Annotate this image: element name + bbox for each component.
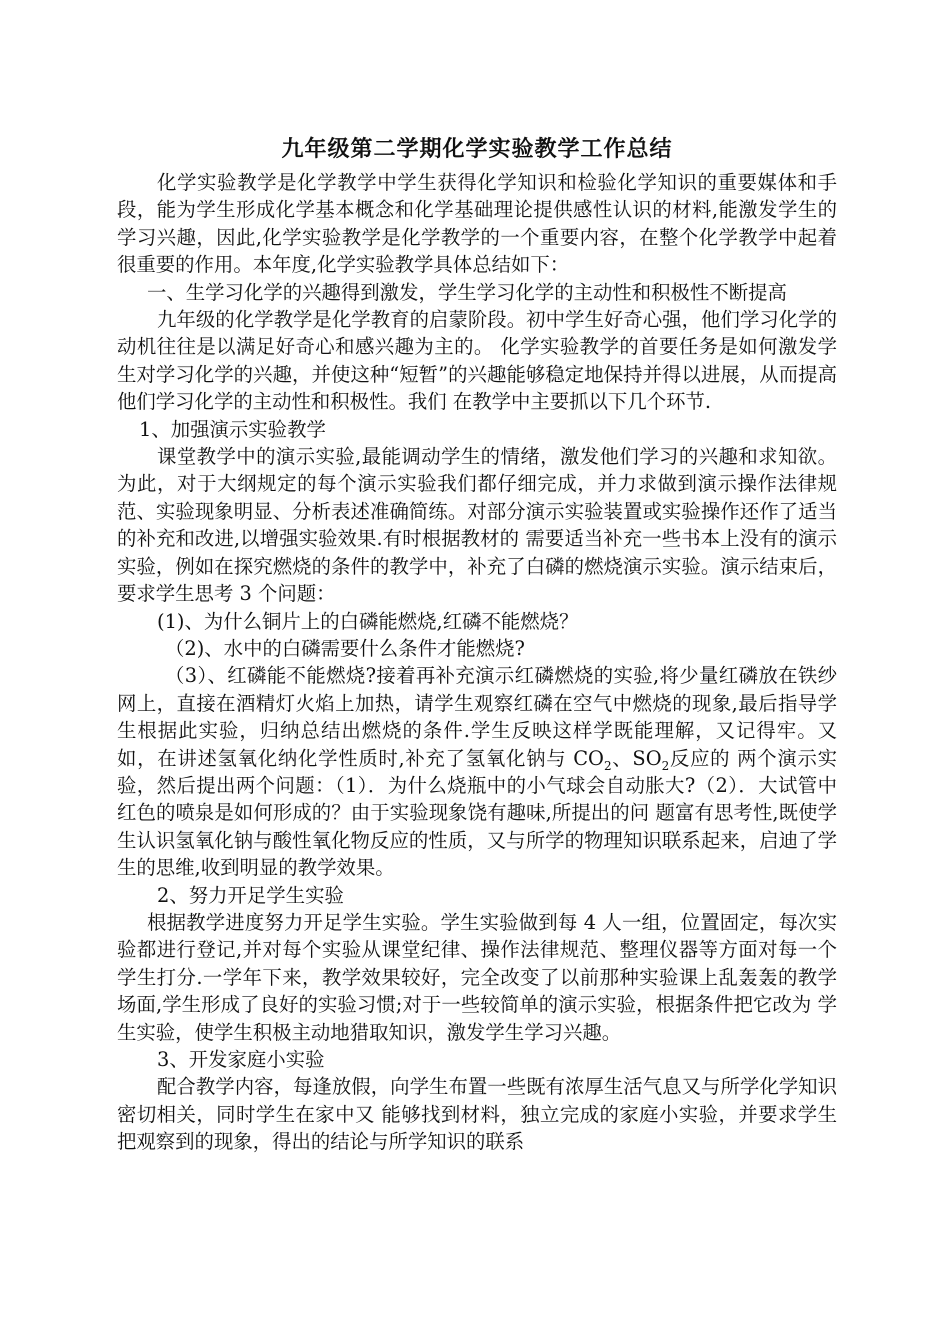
home-paragraph: 配合教学内容，每逢放假，向学生布置一些既有浓厚生活气息又与所学化学知识密切相关，同时学生在家中又 能够找到材料，独立完成的家庭小实验，并要求学生把观察到的现象，得出的结论与所学知识的联系 [117,1075,837,1154]
intro-paragraph: 化学实验教学是化学教学中学生获得化学知识和检验化学知识的重要媒体和手段，能为学生形成化学基本概念和化学基础理论提供感性认识的材料,能激发学生的学习兴趣，因此,化学实验教学是化学教学的一个重要内容，在整个化学教学中起着很重要的作用。本年度,化学实验教学具体总结如下： [117,171,837,277]
student-paragraph: 根据教学进度努力开足学生实验。学生实验做到每 4 人一组，位置固定，每次实验都进行登记,并对每个实验从课堂纪律、操作法律规范、整理仪器等方面对每一个学生打分.一学年下来，教学效果较好，完全改变了以前那种实验课上乱轰轰的教学场面,学生形成了良好的实验习惯;对于一些较简单的演示实验，根据条件把它改为 学生实验，使学生积极主动地猎取知识，激发学生学习兴趣。 [117,910,837,1044]
document-page [117,134,837,1156]
section-heading-1: 一、生学习化学的兴趣得到激发，学生学习化学的主动性和积极性不断提高 [147,280,787,304]
interest-paragraph: 九年级的化学教学是化学教育的启蒙阶段。初中学生好奇心强，他们学习化学的动机往往是以满足好奇心和感兴趣为主的。 化学实验教学的首要任务是如何激发学生对学习化学的兴趣，并使这种“短暂”的兴趣能够稳定地保持并得以进展，从而提高他们学习化学的主动性和积极性。我们 在教学中主要抓以下几个环节. [117,308,837,414]
subheading-demo: 1、加强演示实验教学 [139,417,326,441]
q3-text-a: （3）、红磷能不能燃烧?接着再补充演示红磷燃烧的实验,将少量红磷放在铁纱网上，直接在酒精灯火焰上加热，请学生观察红磷在空气中燃烧的现象,最后指导学生根据此实验，归纳总结出燃烧的条件.学生反映这样学既能理解，又记得牢。又如，在讲述氢氧化纳化学性质时,补充了氢氧化钠与 CO [117,664,837,770]
question-1: (1)、为什么铜片上的白磷能燃烧,红磷不能燃烧？ [157,609,579,633]
demo-paragraph: 课堂教学中的演示实验,最能调动学生的情绪，激发他们学习的兴趣和求知欲。为此，对于大纲规定的每个演示实验我们都仔细完成，并力求做到演示操作法律规范、实验现象明显、分析表述准确简练。对部分演示实验装置或实验操作还作了适当的补充和改进,以增强实验效果.有时根据教材的 需要适当补充一些书本上没有的演示实验，例如在探究燃烧的条件的教学中，补充了白磷的燃烧演示实验。演示结束后，要求学生思考 3 个问题： [117,445,837,606]
co2-subscript: 2 [603,758,612,773]
subheading-home: 3、开发家庭小实验 [157,1048,325,1071]
q3-text-b: 、SO [611,746,662,770]
document-title: 九年级第二学期化学实验教学工作总结 [281,136,673,162]
so2-subscript: 2 [661,758,670,773]
q3-text-c: 反应的 两个演示实验，然后提出两个问题：（1）．为什么烧瓶中的小气球会自动胀大?（2）．大试管中红色的喷泉是如何形成的？由于实验现象饶有趣味,所提出的问 题富有思考性,既使学生认识氢氧化钠与酸性氧化物反应的性质，又与所学的物理知识联系起来，启迪了学生的思维,收到明显的教学效果。 [117,746,837,880]
subheading-student: 2、努力开足学生实验 [157,883,344,907]
question-2: （2)、水中的白磷需要什么条件才能燃烧? [165,636,525,660]
question-3-paragraph [117,662,837,881]
